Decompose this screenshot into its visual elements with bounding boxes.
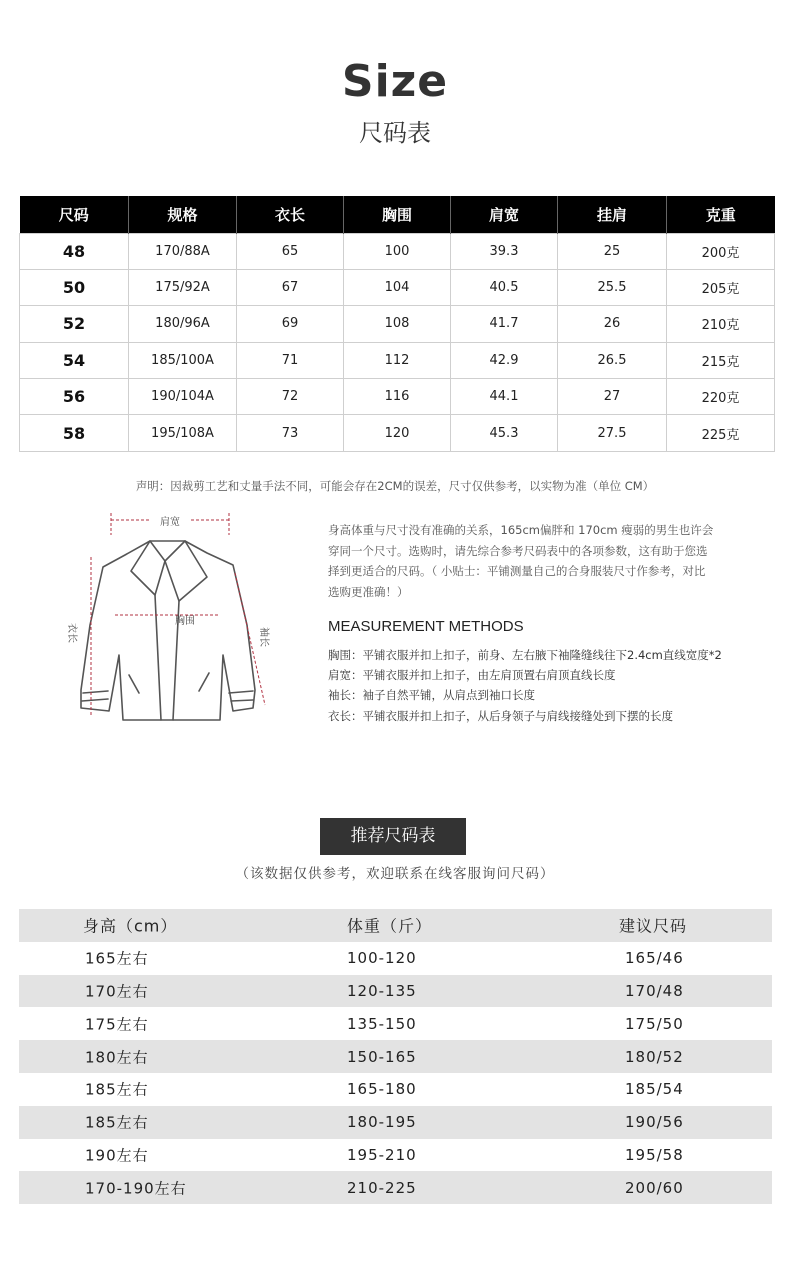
method-item: 袖长：袖子自然平铺，从肩点到袖口长度 <box>328 688 535 703</box>
table-row <box>20 306 775 342</box>
cell-size: 190/56 <box>625 1113 684 1132</box>
cell-shoulder: 41.7 <box>451 306 558 342</box>
diagram-label-shoulder: 肩宽 <box>160 517 180 528</box>
cell-height: 165左右 <box>85 949 149 968</box>
cell-size: 50 <box>20 269 129 305</box>
cell-armhole: 25 <box>558 233 667 269</box>
cell-weight: 180-195 <box>347 1113 417 1132</box>
cell-chest: 116 <box>344 379 451 415</box>
cell-size: 165/46 <box>625 949 684 968</box>
cell-size: 54 <box>20 342 129 378</box>
cell-weight: 100-120 <box>347 949 417 968</box>
cell-height: 175左右 <box>85 1015 149 1034</box>
cell-shoulder: 39.3 <box>451 233 558 269</box>
note-line: 身高体重与尺寸没有准确的关系，165cm偏胖和 170cm 瘦弱的男生也许会 <box>328 523 714 537</box>
cell-size: 48 <box>20 233 129 269</box>
header-weight: 克重 <box>667 196 775 233</box>
note-line: 穿同一个尺寸。选购时，请先综合参考尺码表中的各项参数，这有助于您选 <box>328 543 708 558</box>
cell-length: 71 <box>237 342 344 378</box>
cell-size: 58 <box>20 415 129 451</box>
table-row <box>19 1106 772 1139</box>
cell-spec: 170/88A <box>129 233 237 269</box>
cell-armhole: 26.5 <box>558 342 667 378</box>
method-item: 衣长：平铺衣服并扣上扣子，从后身领子与肩线接缝处到下摆的长度 <box>328 708 673 723</box>
cell-chest: 104 <box>344 269 451 305</box>
cell-size: 195/58 <box>625 1145 684 1164</box>
cell-size: 170/48 <box>625 981 684 1000</box>
table-row <box>20 379 775 415</box>
cell-armhole: 27 <box>558 379 667 415</box>
table-row <box>19 1139 772 1172</box>
size-disclaimer: 声明：因裁剪工艺和丈量手法不同，可能会存在2CM的误差，尺寸仅供参考，以实物为准（单位 CM） <box>135 479 655 493</box>
cell-height: 170左右 <box>85 982 149 1001</box>
note-line: 择到更适合的尺码。（ 小贴士：平铺测量自己的合身服装尺寸作参考，对比 <box>328 564 706 578</box>
cell-spec: 190/104A <box>129 379 237 415</box>
cell-weight: 205克 <box>667 269 775 305</box>
cell-armhole: 26 <box>558 306 667 342</box>
cell-weight: 220克 <box>667 379 775 415</box>
size-advice-note <box>328 520 738 602</box>
cell-height: 185左右 <box>85 1080 149 1099</box>
methods-title: MEASUREMENT METHODS <box>328 618 524 635</box>
table-row <box>19 1171 772 1204</box>
cell-weight: 165-180 <box>347 1080 417 1099</box>
cell-size: 180/52 <box>625 1047 684 1066</box>
cell-weight: 120-135 <box>347 981 417 1000</box>
cell-armhole: 27.5 <box>558 415 667 451</box>
cell-chest: 108 <box>344 306 451 342</box>
cell-spec: 185/100A <box>129 342 237 378</box>
recommend-subtitle: （该数据仅供参考，欢迎联系在线客服询问尺码） <box>235 866 555 882</box>
table-row <box>20 269 775 305</box>
header-length: 衣长 <box>237 196 344 233</box>
cell-weight: 150-165 <box>347 1047 417 1066</box>
table-row <box>19 1007 772 1040</box>
cell-size: 185/54 <box>625 1080 684 1099</box>
cell-shoulder: 44.1 <box>451 379 558 415</box>
cell-chest: 100 <box>344 233 451 269</box>
recommend-header-row <box>19 909 772 942</box>
header-chest: 胸围 <box>344 196 451 233</box>
cell-length: 67 <box>237 269 344 305</box>
cell-weight: 195-210 <box>347 1145 417 1164</box>
table-row <box>19 1073 772 1106</box>
page-title: Size <box>341 56 449 107</box>
cell-weight: 225克 <box>667 415 775 451</box>
page-subtitle: 尺码表 <box>359 119 431 147</box>
cell-shoulder: 42.9 <box>451 342 558 378</box>
table-row <box>20 415 775 451</box>
cell-shoulder: 40.5 <box>451 269 558 305</box>
cell-size: 56 <box>20 379 129 415</box>
size-table-header-row <box>20 196 775 233</box>
method-item: 胸围：平铺衣服并扣上扣子，前身、左右腋下袖隆缝线往下2.4cm直线宽度*2 <box>328 648 722 662</box>
cell-weight: 210克 <box>667 306 775 342</box>
header-weight: 体重（斤） <box>347 916 433 936</box>
cell-shoulder: 45.3 <box>451 415 558 451</box>
cell-chest: 112 <box>344 342 451 378</box>
table-row <box>19 942 772 975</box>
cell-weight: 210-225 <box>347 1178 417 1197</box>
header-size: 尺码 <box>20 196 129 233</box>
header-armhole: 挂肩 <box>558 196 667 233</box>
cell-height: 180左右 <box>85 1048 149 1067</box>
cell-spec: 195/108A <box>129 415 237 451</box>
cell-length: 73 <box>237 415 344 451</box>
note-line: 选购更准确！） <box>328 584 409 599</box>
header-spec: 规格 <box>129 196 237 233</box>
recommend-table <box>19 909 772 1204</box>
cell-height: 170-190左右 <box>85 1179 187 1198</box>
table-row <box>19 975 772 1008</box>
cell-size: 175/50 <box>625 1014 684 1033</box>
size-table <box>19 196 775 452</box>
cell-weight: 135-150 <box>347 1014 417 1033</box>
methods-list <box>328 645 768 726</box>
jacket-diagram <box>55 505 295 730</box>
header-shoulder: 肩宽 <box>451 196 558 233</box>
cell-height: 185左右 <box>85 1113 149 1132</box>
cell-height: 190左右 <box>85 1146 149 1165</box>
cell-chest: 120 <box>344 415 451 451</box>
table-row <box>20 233 775 269</box>
cell-size: 200/60 <box>625 1178 684 1197</box>
method-item: 肩宽：平铺衣服并扣上扣子，由左肩顶置右肩顶直线长度 <box>328 668 616 683</box>
header-suggested-size: 建议尺码 <box>619 916 688 936</box>
cell-size: 52 <box>20 306 129 342</box>
cell-spec: 180/96A <box>129 306 237 342</box>
cell-length: 65 <box>237 233 344 269</box>
cell-weight: 215克 <box>667 342 775 378</box>
table-row <box>19 1040 772 1073</box>
cell-armhole: 25.5 <box>558 269 667 305</box>
diagram-label-chest: 胸围 <box>175 616 195 627</box>
cell-length: 72 <box>237 379 344 415</box>
table-row <box>20 342 775 378</box>
header-height: 身高（cm） <box>83 916 178 936</box>
recommend-title: 推荐尺码表 <box>320 818 466 855</box>
diagram-label-sleeve: 袖长 <box>258 627 269 647</box>
diagram-label-length: 衣长 <box>66 623 77 643</box>
cell-weight: 200克 <box>667 233 775 269</box>
cell-spec: 175/92A <box>129 269 237 305</box>
cell-length: 69 <box>237 306 344 342</box>
